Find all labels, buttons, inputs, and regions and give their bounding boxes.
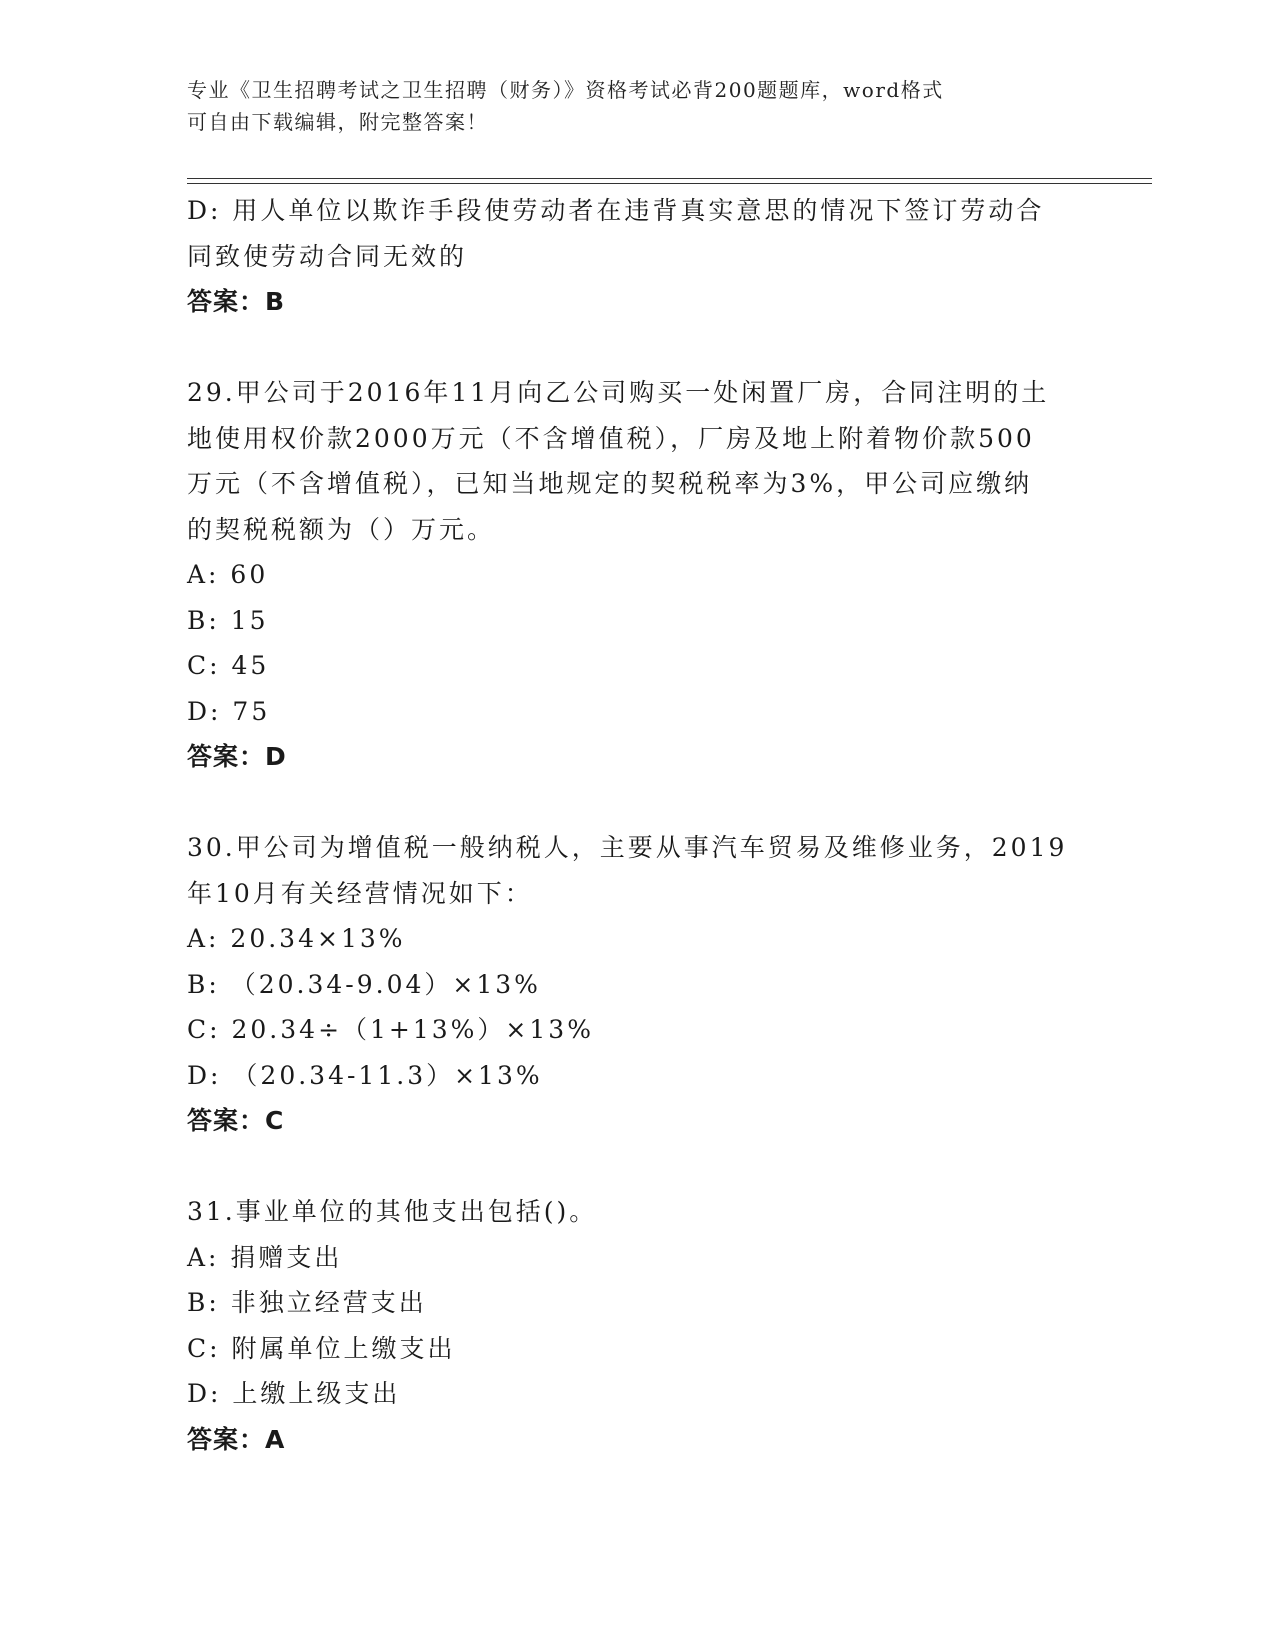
answer-label: 答案：B: [187, 287, 286, 316]
question-body: [187, 188, 1087, 1462]
question-stem-line: 万元（不含增值税），已知当地规定的契税税率为3%，甲公司应缴纳: [187, 469, 1033, 498]
option-d: D: （20.34-11.3）×13%: [187, 1060, 543, 1090]
answer-label: 答案：A: [187, 1424, 286, 1454]
option-a: A: 捐赠支出: [187, 1242, 343, 1272]
spacer: [187, 1144, 1087, 1190]
question-block: [187, 825, 1087, 1144]
option-c: C: 20.34÷（1+13%）×13%: [187, 1015, 594, 1044]
option-a: A: 60: [187, 560, 269, 589]
option-b: B: 15: [187, 605, 269, 635]
option-d: D: 上缴上级支出: [187, 1379, 401, 1408]
option-b: B: （20.34-9.04）×13%: [187, 969, 541, 999]
option-d: D: 75: [187, 696, 271, 726]
option-d-line: D: 用人单位以欺诈手段使劳动者在违背真实意思的情况下签订劳动合: [187, 196, 1045, 225]
header-divider-thick: [187, 183, 1152, 184]
question-stem-line: 地使用权价款2000万元（不含增值税），厂房及地上附着物价款500: [187, 423, 1035, 453]
header-line-1: 专业《卫生招聘考试之卫生招聘（财务）》资格考试必背200题题库，word格式: [187, 78, 944, 102]
answer-label: 答案：D: [187, 742, 287, 771]
option-a: A: 20.34×13%: [187, 924, 406, 953]
question-stem-line: 的契税税额为（）万元。: [187, 514, 496, 544]
answer-label: 答案：C: [187, 1106, 285, 1135]
question-block: [187, 370, 1087, 780]
option-b: B: 非独立经营支出: [187, 1288, 427, 1317]
question-block: [187, 188, 1087, 325]
question-stem-line: 30.甲公司为增值税一般纳税人，主要从事汽车贸易及维修业务，2019: [187, 833, 1068, 862]
option-c: C: 45: [187, 651, 270, 680]
option-c: C: 附属单位上缴支出: [187, 1333, 456, 1363]
header-divider-thin: [187, 178, 1152, 179]
header-line-2: 可自由下载编辑，附完整答案！: [187, 110, 488, 134]
question-stem-line: 29.甲公司于2016年11月向乙公司购买一处闲置厂房，合同注明的土: [187, 378, 1050, 407]
question-stem-line: 31.事业单位的其他支出包括()。: [187, 1197, 598, 1226]
spacer: [187, 325, 1087, 371]
question-block: [187, 1189, 1087, 1462]
question-stem-line: 年10月有关经营情况如下：: [187, 878, 533, 908]
option-d-line-continued: 同致使劳动合同无效的: [187, 241, 468, 271]
spacer: [187, 780, 1087, 826]
document-header: [187, 74, 1067, 138]
